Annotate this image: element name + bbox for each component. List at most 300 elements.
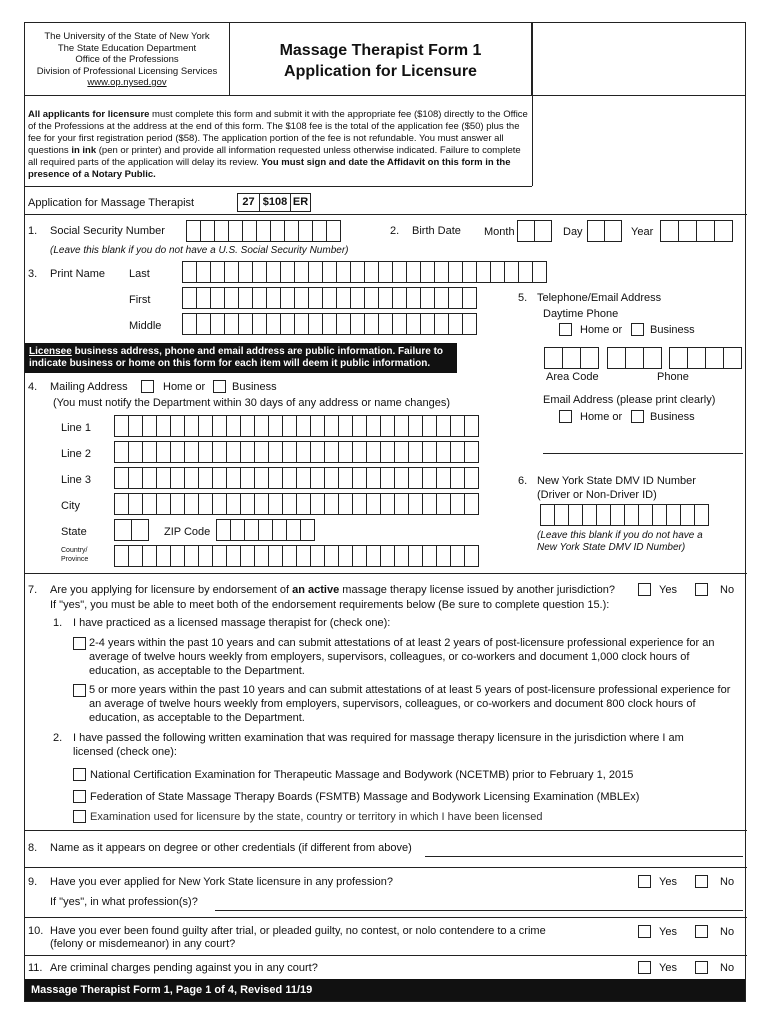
char-cell[interactable] [268, 545, 283, 567]
exam1-label: National Certification Examination for Therapeutic Massage and Bodywork (NCETMB) prior to February 1, 2015 [90, 769, 634, 781]
char-cell[interactable] [114, 441, 129, 463]
char-cell[interactable] [128, 493, 143, 515]
q8-number: 8. [28, 842, 38, 854]
char-cell[interactable] [230, 519, 245, 541]
phone-prefix-input[interactable] [607, 347, 661, 369]
char-cell[interactable] [338, 493, 353, 515]
address-line1-input[interactable] [114, 415, 478, 437]
char-cell[interactable] [434, 313, 449, 335]
char-cell[interactable] [128, 467, 143, 489]
q9-no-checkbox[interactable] [695, 875, 708, 888]
char-cell[interactable] [366, 493, 381, 515]
char-cell[interactable] [128, 441, 143, 463]
phone-home-checkbox[interactable] [559, 323, 572, 336]
char-cell[interactable] [420, 287, 435, 309]
char-cell[interactable] [226, 467, 241, 489]
phone-home-label: Home or [580, 324, 623, 336]
char-cell[interactable] [142, 467, 157, 489]
char-cell[interactable] [226, 493, 241, 515]
q10-yes-label: Yes [659, 926, 677, 938]
char-cell[interactable] [294, 287, 309, 309]
divider [25, 955, 747, 956]
char-cell[interactable] [338, 545, 353, 567]
char-cell[interactable] [282, 467, 297, 489]
char-cell[interactable] [324, 545, 339, 567]
char-cell[interactable] [212, 545, 227, 567]
char-cell[interactable] [352, 493, 367, 515]
char-cell[interactable] [266, 287, 281, 309]
char-cell[interactable] [184, 493, 199, 515]
char-cell[interactable] [156, 545, 171, 567]
char-cell[interactable] [350, 287, 365, 309]
char-cell[interactable] [224, 261, 239, 283]
zip-label: ZIP Code [164, 526, 211, 538]
char-cell[interactable] [282, 545, 297, 567]
char-cell[interactable] [394, 441, 409, 463]
intro-text-1: must complete this form and submit it with the appropriate fee ($108) directly to the Office of the Professions at the address at the end of this form. The $108 fee is the total of the application fee ($50) plus the fee for your first registration period ($58). The application portion of the fee is not refundable. You must answer all questions [28, 109, 528, 156]
q7-opt2-text: 5 or more years within the past 10 years and can submit attestations of at least 5 years of post-licensure professional experience for an average of twelve hours weekly from employers, supervisors, colleagues, or co-workers and document 800 clock hours of education, as acceptable to the Department. [89, 684, 731, 724]
q10-number: 10. [28, 925, 44, 937]
char-cell[interactable] [336, 261, 351, 283]
q3-number: 3. [28, 268, 38, 280]
char-cell[interactable] [638, 504, 653, 526]
char-cell[interactable] [308, 261, 323, 283]
char-cell[interactable] [394, 545, 409, 567]
zip-input[interactable] [216, 519, 314, 541]
char-cell[interactable] [258, 519, 273, 541]
email-home-checkbox[interactable] [559, 410, 572, 423]
char-cell[interactable] [434, 261, 449, 283]
char-cell[interactable] [240, 493, 255, 515]
char-cell[interactable] [450, 493, 465, 515]
agency-line: The University of the State of New York [44, 31, 210, 42]
char-cell[interactable] [338, 467, 353, 489]
phone-business-checkbox[interactable] [631, 323, 644, 336]
char-cell[interactable] [464, 441, 479, 463]
char-cell[interactable] [280, 261, 295, 283]
char-cell[interactable] [184, 545, 199, 567]
char-cell[interactable] [462, 287, 477, 309]
phone-line-input[interactable] [669, 347, 741, 369]
char-cell[interactable] [338, 415, 353, 437]
char-cell[interactable] [652, 504, 667, 526]
char-cell[interactable] [694, 504, 709, 526]
char-cell[interactable] [296, 493, 311, 515]
char-cell[interactable] [296, 415, 311, 437]
char-cell[interactable] [408, 441, 423, 463]
char-cell[interactable] [364, 287, 379, 309]
char-cell[interactable] [352, 545, 367, 567]
char-cell[interactable] [450, 467, 465, 489]
char-cell[interactable] [282, 415, 297, 437]
exam1-checkbox[interactable] [73, 768, 86, 781]
char-cell[interactable] [532, 261, 547, 283]
char-cell[interactable] [210, 287, 225, 309]
year-label: Year [631, 226, 654, 238]
char-cell[interactable] [128, 415, 143, 437]
char-cell[interactable] [196, 287, 211, 309]
city-input[interactable] [114, 493, 478, 515]
first-name-input[interactable] [182, 287, 476, 309]
char-cell[interactable] [666, 504, 681, 526]
char-cell[interactable] [212, 415, 227, 437]
char-cell[interactable] [436, 493, 451, 515]
char-cell[interactable] [582, 504, 597, 526]
char-cell[interactable] [254, 441, 269, 463]
char-cell[interactable] [266, 313, 281, 335]
char-cell[interactable] [226, 441, 241, 463]
char-cell[interactable] [198, 415, 213, 437]
char-cell[interactable] [324, 415, 339, 437]
char-cell[interactable] [394, 493, 409, 515]
char-cell[interactable] [142, 493, 157, 515]
q9-yes-checkbox[interactable] [638, 875, 651, 888]
char-cell[interactable] [380, 493, 395, 515]
char-cell[interactable] [266, 261, 281, 283]
char-cell[interactable] [182, 313, 197, 335]
char-cell[interactable] [324, 467, 339, 489]
char-cell[interactable] [272, 519, 287, 541]
last-name-input[interactable] [182, 261, 546, 283]
char-cell[interactable] [182, 261, 197, 283]
char-cell[interactable] [610, 504, 625, 526]
char-cell[interactable] [434, 287, 449, 309]
intro-paragraph [28, 109, 528, 181]
email-business-checkbox[interactable] [631, 410, 644, 423]
char-cell[interactable] [462, 313, 477, 335]
q9-number: 9. [28, 876, 38, 888]
q7-yes-checkbox[interactable] [638, 583, 651, 596]
divider [532, 23, 533, 186]
char-cell[interactable] [408, 467, 423, 489]
char-cell[interactable] [296, 545, 311, 567]
char-cell[interactable] [324, 493, 339, 515]
char-cell[interactable] [422, 415, 437, 437]
char-cell[interactable] [422, 441, 437, 463]
exam2-checkbox[interactable] [73, 790, 86, 803]
website-link[interactable]: www.op.nysed.gov [87, 77, 167, 88]
char-cell[interactable] [464, 415, 479, 437]
char-cell[interactable] [352, 415, 367, 437]
char-cell[interactable] [350, 313, 365, 335]
char-cell[interactable] [310, 467, 325, 489]
char-cell[interactable] [240, 545, 255, 567]
char-cell[interactable] [156, 467, 171, 489]
char-cell[interactable] [244, 519, 259, 541]
char-cell[interactable] [198, 493, 213, 515]
char-cell[interactable] [268, 415, 283, 437]
char-cell[interactable] [310, 545, 325, 567]
area-code-input[interactable] [544, 347, 598, 369]
char-cell[interactable] [408, 493, 423, 515]
char-cell[interactable] [252, 313, 267, 335]
char-cell[interactable] [114, 493, 129, 515]
birth-day-input[interactable] [587, 220, 621, 242]
char-cell[interactable] [406, 261, 421, 283]
char-cell[interactable] [450, 545, 465, 567]
q7-question [50, 584, 615, 597]
char-cell[interactable] [170, 415, 185, 437]
char-cell[interactable] [226, 415, 241, 437]
char-cell[interactable] [378, 261, 393, 283]
char-cell[interactable] [436, 441, 451, 463]
char-cell[interactable] [568, 504, 583, 526]
char-cell[interactable] [504, 261, 519, 283]
q7-opt2-checkbox[interactable] [73, 684, 86, 697]
char-cell[interactable] [268, 467, 283, 489]
q11-no-checkbox[interactable] [695, 961, 708, 974]
char-cell[interactable] [322, 261, 337, 283]
char-cell[interactable] [254, 545, 269, 567]
q7-sub1-number: 1. [53, 617, 63, 629]
char-cell[interactable] [296, 441, 311, 463]
char-cell[interactable] [170, 493, 185, 515]
char-cell[interactable] [216, 519, 231, 541]
address-business-label: Business [232, 381, 277, 393]
char-cell[interactable] [240, 415, 255, 437]
char-cell[interactable] [380, 467, 395, 489]
char-cell[interactable] [680, 504, 695, 526]
char-cell[interactable] [366, 415, 381, 437]
application-for-label: Application for Massage Therapist [28, 197, 195, 209]
char-cell[interactable] [114, 545, 129, 567]
q7-line2: If "yes", you must be able to meet both of the endorsement requirements below (Be sure to complete question 15.): [50, 599, 610, 611]
birth-year-input[interactable] [660, 220, 732, 242]
char-cell[interactable] [338, 441, 353, 463]
char-cell[interactable] [238, 287, 253, 309]
char-cell[interactable] [254, 493, 269, 515]
char-cell[interactable] [420, 261, 435, 283]
char-cell[interactable] [212, 441, 227, 463]
char-cell[interactable] [268, 441, 283, 463]
char-cell[interactable] [238, 313, 253, 335]
q7-text-a: Are you applying for licensure by endorsement of [50, 584, 293, 596]
char-cell[interactable] [280, 313, 295, 335]
char-cell[interactable] [406, 287, 421, 309]
char-cell[interactable] [282, 493, 297, 515]
char-cell[interactable] [310, 493, 325, 515]
char-cell[interactable] [308, 287, 323, 309]
q6-note-1: (Leave this blank if you do not have a [537, 530, 703, 541]
q11-no-label: No [720, 962, 735, 974]
char-cell[interactable] [394, 467, 409, 489]
char-cell[interactable] [184, 467, 199, 489]
char-cell[interactable] [254, 467, 269, 489]
char-cell[interactable] [310, 441, 325, 463]
char-cell[interactable] [294, 261, 309, 283]
char-cell[interactable] [448, 287, 463, 309]
q8-label: Name as it appears on degree or other credentials (if different from above) [50, 842, 412, 854]
char-cell[interactable] [392, 313, 407, 335]
char-cell[interactable] [394, 415, 409, 437]
char-cell[interactable] [350, 261, 365, 283]
q4-label: Mailing Address [50, 381, 128, 393]
char-cell[interactable] [300, 519, 315, 541]
q3-label: Print Name [50, 268, 106, 280]
char-cell[interactable] [252, 287, 267, 309]
char-cell[interactable] [170, 441, 185, 463]
char-cell[interactable] [422, 545, 437, 567]
char-cell[interactable] [198, 467, 213, 489]
q10-yes-checkbox[interactable] [638, 925, 651, 938]
char-cell[interactable] [422, 467, 437, 489]
char-cell[interactable] [184, 415, 199, 437]
char-cell[interactable] [392, 287, 407, 309]
char-cell[interactable] [364, 313, 379, 335]
char-cell[interactable] [224, 313, 239, 335]
char-cell[interactable] [224, 287, 239, 309]
char-cell[interactable] [464, 467, 479, 489]
char-cell[interactable] [436, 415, 451, 437]
char-cell[interactable] [554, 504, 569, 526]
dmv-id-input[interactable] [540, 504, 708, 526]
q1-note: (Leave this blank if you do not have a U.S. Social Security Number) [50, 245, 349, 256]
char-cell[interactable] [336, 287, 351, 309]
char-cell[interactable] [392, 261, 407, 283]
q7-no-checkbox[interactable] [695, 583, 708, 596]
char-cell[interactable] [308, 313, 323, 335]
char-cell[interactable] [196, 261, 211, 283]
char-cell[interactable] [322, 313, 337, 335]
char-cell[interactable] [436, 467, 451, 489]
char-cell[interactable] [156, 493, 171, 515]
char-cell[interactable] [364, 261, 379, 283]
char-cell[interactable] [114, 467, 129, 489]
char-cell[interactable] [408, 415, 423, 437]
char-cell[interactable] [156, 415, 171, 437]
country-label [61, 546, 88, 564]
intro-text-2: (pen or printer) and provide all information requested unless otherwise indicated. Failure to complete all required parts of the application will delay its review. [28, 145, 521, 168]
char-cell[interactable] [282, 441, 297, 463]
char-cell[interactable] [240, 467, 255, 489]
char-cell[interactable] [380, 545, 395, 567]
char-cell[interactable] [170, 467, 185, 489]
char-cell[interactable] [322, 287, 337, 309]
char-cell[interactable] [210, 313, 225, 335]
char-cell[interactable] [128, 545, 143, 567]
address-home-checkbox[interactable] [141, 380, 154, 393]
char-cell[interactable] [142, 545, 157, 567]
char-cell[interactable] [624, 504, 639, 526]
char-cell[interactable] [184, 441, 199, 463]
char-cell[interactable] [448, 313, 463, 335]
char-cell[interactable] [212, 493, 227, 515]
char-cell[interactable] [380, 441, 395, 463]
char-cell[interactable] [366, 441, 381, 463]
char-cell[interactable] [450, 415, 465, 437]
ssn-input[interactable] [186, 220, 340, 242]
char-cell[interactable] [448, 261, 463, 283]
middle-name-input[interactable] [182, 313, 476, 335]
char-cell[interactable] [436, 545, 451, 567]
char-cell[interactable] [380, 415, 395, 437]
char-cell[interactable] [476, 261, 491, 283]
char-cell[interactable] [226, 545, 241, 567]
char-cell[interactable] [268, 493, 283, 515]
char-cell[interactable] [540, 504, 555, 526]
char-cell[interactable] [212, 467, 227, 489]
char-cell[interactable] [464, 493, 479, 515]
char-cell[interactable] [408, 545, 423, 567]
char-cell[interactable] [198, 441, 213, 463]
char-cell[interactable] [366, 467, 381, 489]
fee-code: $108 [259, 193, 291, 212]
char-cell[interactable] [310, 415, 325, 437]
address-business-checkbox[interactable] [213, 380, 226, 393]
char-cell[interactable] [156, 441, 171, 463]
q7-yes-label: Yes [659, 584, 677, 596]
q10-no-checkbox[interactable] [695, 925, 708, 938]
char-cell[interactable] [170, 545, 185, 567]
char-cell[interactable] [378, 313, 393, 335]
char-cell[interactable] [406, 313, 421, 335]
line3-label: Line 3 [61, 474, 91, 486]
address-line2-input[interactable] [114, 441, 478, 463]
char-cell[interactable] [336, 313, 351, 335]
char-cell[interactable] [142, 415, 157, 437]
char-cell[interactable] [238, 261, 253, 283]
char-cell[interactable] [252, 261, 267, 283]
char-cell[interactable] [286, 519, 301, 541]
notice-underlined: Licensee [29, 346, 72, 357]
char-cell[interactable] [596, 504, 611, 526]
q7-opt1-checkbox[interactable] [73, 637, 86, 650]
q6-note-2: New York State DMV ID Number) [537, 542, 686, 553]
last-name-label: Last [129, 268, 150, 280]
char-cell[interactable] [462, 261, 477, 283]
char-cell[interactable] [324, 441, 339, 463]
char-cell[interactable] [196, 313, 211, 335]
daytime-phone-label: Daytime Phone [543, 308, 619, 320]
char-cell[interactable] [294, 313, 309, 335]
phone-label: Phone [657, 371, 689, 383]
char-cell[interactable] [296, 467, 311, 489]
char-cell[interactable] [198, 545, 213, 567]
char-cell[interactable] [280, 287, 295, 309]
char-cell[interactable] [518, 261, 533, 283]
char-cell[interactable] [254, 415, 269, 437]
char-cell[interactable] [352, 441, 367, 463]
char-cell[interactable] [182, 287, 197, 309]
q9-profession-input[interactable] [215, 910, 743, 911]
country-input[interactable] [114, 545, 478, 567]
char-cell[interactable] [114, 415, 129, 437]
exam3-checkbox[interactable] [73, 810, 86, 823]
char-cell[interactable] [142, 441, 157, 463]
char-cell[interactable] [378, 287, 393, 309]
address-line3-input[interactable] [114, 467, 478, 489]
intro-bold-start: All applicants for licensure [28, 109, 150, 120]
state-input[interactable] [114, 519, 148, 541]
q11-label: Are criminal charges pending against you in any court? [50, 962, 318, 974]
char-cell[interactable] [450, 441, 465, 463]
state-label: State [61, 526, 87, 538]
q11-yes-checkbox[interactable] [638, 961, 651, 974]
q8-name-input[interactable] [425, 856, 743, 857]
birth-month-input[interactable] [517, 220, 551, 242]
char-cell[interactable] [366, 545, 381, 567]
char-cell[interactable] [490, 261, 505, 283]
char-cell[interactable] [352, 467, 367, 489]
form-title: Massage Therapist Form 1 [279, 42, 482, 59]
email-input[interactable] [543, 453, 743, 454]
char-cell[interactable] [464, 545, 479, 567]
char-cell[interactable] [210, 261, 225, 283]
char-cell[interactable] [240, 441, 255, 463]
agency-line: The State Education Department [57, 42, 197, 54]
char-cell[interactable] [422, 493, 437, 515]
char-cell[interactable] [420, 313, 435, 335]
